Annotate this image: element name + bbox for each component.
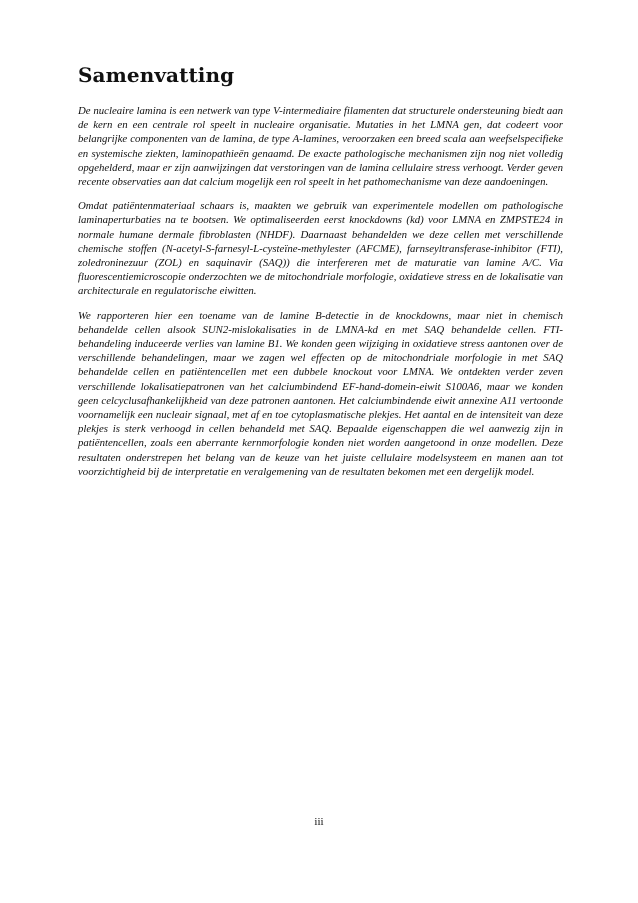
paragraph-methods: Omdat patiëntenmateriaal schaars is, maakten we gebruik van experimentele modellen om pathologische laminaperturbaties na te bootsen. We optimaliseerden eerst knockdowns (kd) voor LMNA en ZMPSTE24 in normale humane dermale fibroblasten (NHDF). Daarnaast behandelden we deze cellen met verschillende chemische stoffen (N-acetyl-S-farnesyl-L-cysteïne-methylester (AFCME), farnseyltransferase-inhibitor (FTI), zoledroninezuur (ZOL) en saquinavir (SAQ)) die interfereren met de maturatie van lamine A/C. Via fluorescentiemicroscopie onderzochten we de mitochondriale morfologie, oxidatieve stress en de lokalisatie van architecturale en regulatorische eiwitten. xyxy=(78,200,563,298)
paragraph-introduction: De nucleaire lamina is een netwerk van type V-intermediaire filamenten dat structurele ondersteuning biedt aan de kern en een centrale rol speelt in nucleaire organisatie. Mutaties in het LMNA gen, dat codeert voor belangrijke componenten van de lamina, de type A-lamines, veroorzaken een breed scala aan weefselspecifieke en systemische ziekten, laminopathieën genaamd. De exacte pathologische mechanismen zijn nog niet volledig opgehelderd, maar er zijn aanwijzingen dat verstoringen van de lamina cellulaire stress verhoogt. Verder geven recente observaties aan dat calcium mogelijk een rol speelt in het pathomechanisme van deze aandoeningen. xyxy=(78,105,563,189)
summary-section xyxy=(78,62,563,489)
section-title: Samenvatting xyxy=(78,63,235,87)
page-number: iii xyxy=(314,816,324,828)
paragraph-results: We rapporteren hier een toename van de lamine B-detectie in de knockdowns, maar niet in chemisch behandelde cellen alsook SUN2-mislokalisaties in de LMNA-kd en met SAQ behandelde cellen. FTI-behandeling induceerde verlies van lamine B1. We konden geen wijziging in oxidatieve stress aantonen over de verschillende behandelingen, maar we zagen wel effecten op de mitochondriale morfologie in met SAQ behandelde cellen en patiëntencellen met een dubbele knockout voor LMNA. We ontdekten verder zeven verschillende lokalisatiepatronen van het calciumbindend EF-hand-domein-eiwit S100A6, maar we konden geen celcyclusafhankelijkheid van deze patronen aantonen. Het calciumbindende eiwit annexine A11 vertoonde voornamelijk een nucleair signaal, met af en toe cytoplasmatische plekjes. Het aantal en de intensiteit van deze plekjes is sterk verhoogd in cellen behandeld met SAQ. Bepaalde eigenschappen die wel aanwezig zijn in patiëntencellen, zoals een aberrante kernmorfologie konden niet worden aangetoond in onze modellen. Deze resultaten onderstrepen het belang van de keuze van het juiste cellulaire modelsysteem en manen aan tot voorzichtigheid bij de interpretatie en veralgemening van de resultaten bekomen met een dergelijk model. xyxy=(78,309,563,478)
